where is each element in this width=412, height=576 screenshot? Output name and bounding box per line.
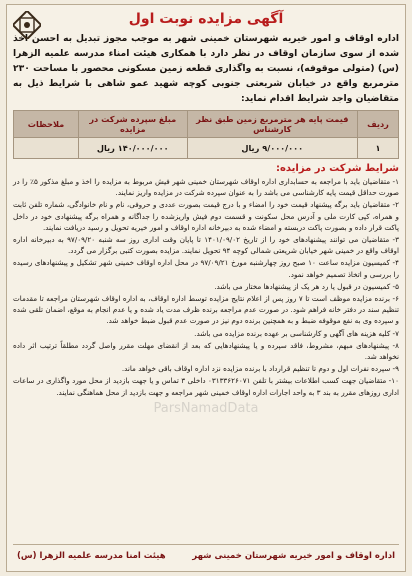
condition-item: ۴- کمیسیون مزایده ساعت ۱۰ صبح روز چهارشنبه مورخ ۹۷/۰۹/۲۱ در محل اداره اوقاف خمینی شهر تشکیل و پیشنهادهای رسیده را بررسی و اتخاذ تصمیم خواهد نمود. (13, 258, 399, 279)
footer (13, 544, 399, 567)
conditions-list (13, 176, 399, 398)
intro-paragraph: اداره اوقاف و امور خیریه شهرستان خمینی شهر به موجب مجوز تبدیل به احسن اخذ شده از سوی سازمان اوقاف در نظر دارد با همکاری هیئت امناء مدرسه علمیه الزهرا (س) (متولی موقوفه)، نسبت به واگذاری قطعه زمین مسکونی محصور با مساحت ۲۳۰ مترمربع واقع در خیابان شریعتی جنوبی کوچه شهید عمو شاهی با شرایط ذیل به متقاضیان واجد شرایط اقدام نماید: (13, 33, 399, 104)
column-header-deposit: مبلغ سپرده شرکت در مزایده (79, 111, 188, 138)
cell-base-price: ۹/۰۰۰/۰۰۰ ریال (187, 138, 357, 159)
watermark: ParsNamadData (153, 401, 259, 416)
column-header-row: ردیف (358, 111, 399, 138)
ad-title: آگهی مزایده نوبت اول (128, 11, 284, 27)
ad-frame (6, 4, 406, 572)
column-header-base-price: قیمت پایه هر مترمربع زمین طبق نظر کارشناس (187, 111, 357, 138)
cell-notes (14, 138, 79, 159)
table-row (14, 138, 399, 159)
condition-item: ۶- برنده مزایده موظف است تا ۷ روز پس از اعلام نتایج مزایده توسط اداره اوقاف، به اداره اوقاف شهرستان مراجعه تا مقدمات تنظیم سند در دفتر خانه فراهم شود. در صورت عدم مراجعه برنده ظرف مدت یاد شده و یا عدم انجام به موقع، اضمان تلقی شده و سپرده وی به نفع موقوفه ضبط و به همچنین برنده دوم نیز در صورت عدم قبول ضبط خواهد شد. (13, 294, 399, 326)
condition-item: ۷- کلیه هزینه های آگهی و کارشناسی بر عهده برنده مزایده می باشد. (194, 328, 399, 338)
condition-item: ۲- متقاضیان باید برگه پیشنهاد قیمت خود را امضاء و با درج قیمت بصورت عددی و حروفی، نام و نام خانوادگی، شماره تلفن ثابت و همراه، کپی کارت ملی و آدرس محل سکونت و قسمت دوم فیش واریزشده را جداگانه و همراه برگه پیشنهادی خود در داخل پاکت قرار داده و بصورت پاکت دربسته و امضاء شده به دبیرخانه اداره اوقاف و امور خیریه تحویل و رسید دریافت نمایند. (13, 200, 399, 232)
endowment-logo-icon (13, 11, 41, 39)
condition-item: ۵- کمیسیون در قبول یا رد هر یک از پیشنهادها مختار می باشد. (214, 281, 399, 291)
condition-item: ۱- متقاضیان باید با مراجعه به حسابداری اداره اوقاف شهرستان خمینی شهر فیش مربوط به مزایده را اخذ و مبلغ مذکور ۵٪ را در صورت حداقل قیمت پایه کارشناسی می باشد را به عنوان سپرده شرکت در مزایده واریز نمایند. (13, 177, 399, 198)
condition-item: ۸- پیشنهادهای مبهم، مشروط، فاقد سپرده و یا پیشنهادهایی که بعد از انقضای مهلت مقرر واصل گردد مطلقاً ترتیب اثر داده نخواهد شد. (13, 340, 399, 362)
auction-table (13, 110, 399, 159)
condition-item: ۱۰- متقاضیان جهت کسب اطلاعات بیشتر با تلفن ۰۳۱۳۳۶۲۶۰۷۱ داخلی ۳ تماس و یا جهت بازدید از محل مورد واگذاری در ساعات اداری روزهای مقرر به بند ۳ به واحد اجارات اداره اوقاف خمینی شهر مراجعه و جهت بازدید از محل هماهنگی نمایند. (13, 376, 399, 397)
footer-right-signature: اداره اوقاف و امور خیریه شهرستان خمینی شهر (192, 551, 395, 561)
condition-item: ۳- متقاضیان می توانند پیشنهادهای خود را از تاریخ ۱۴۰۱/۰۹/۰۲ تا پایان وقت اداری روز سه شنبه ۹۷/۰۹/۲۰ به دبیرخانه اداره اوقاف واقع در خمینی شهر خیابان شریعتی شمالی کوچه ۹۴ تحویل نمایند. مزایده بصورت کتبی برگزار می گردد. (13, 235, 399, 256)
condition-item: ۹- سپرده نفرات اول و دوم تا تنظیم قرارداد با برنده مزایده نزد اداره اوقاف باقی خواهد ماند. (121, 364, 399, 374)
cell-row-number: ۱ (358, 138, 399, 159)
conditions-title: شرایط شرکت در مزایده: (275, 163, 399, 174)
column-header-notes: ملاحظات (14, 111, 79, 138)
footer-left-signature: هیئت امنا مدرسه علمیه الزهرا (س) (17, 551, 166, 561)
cell-deposit: ۱۴۰/۰۰۰/۰۰۰ ریال (79, 138, 188, 159)
